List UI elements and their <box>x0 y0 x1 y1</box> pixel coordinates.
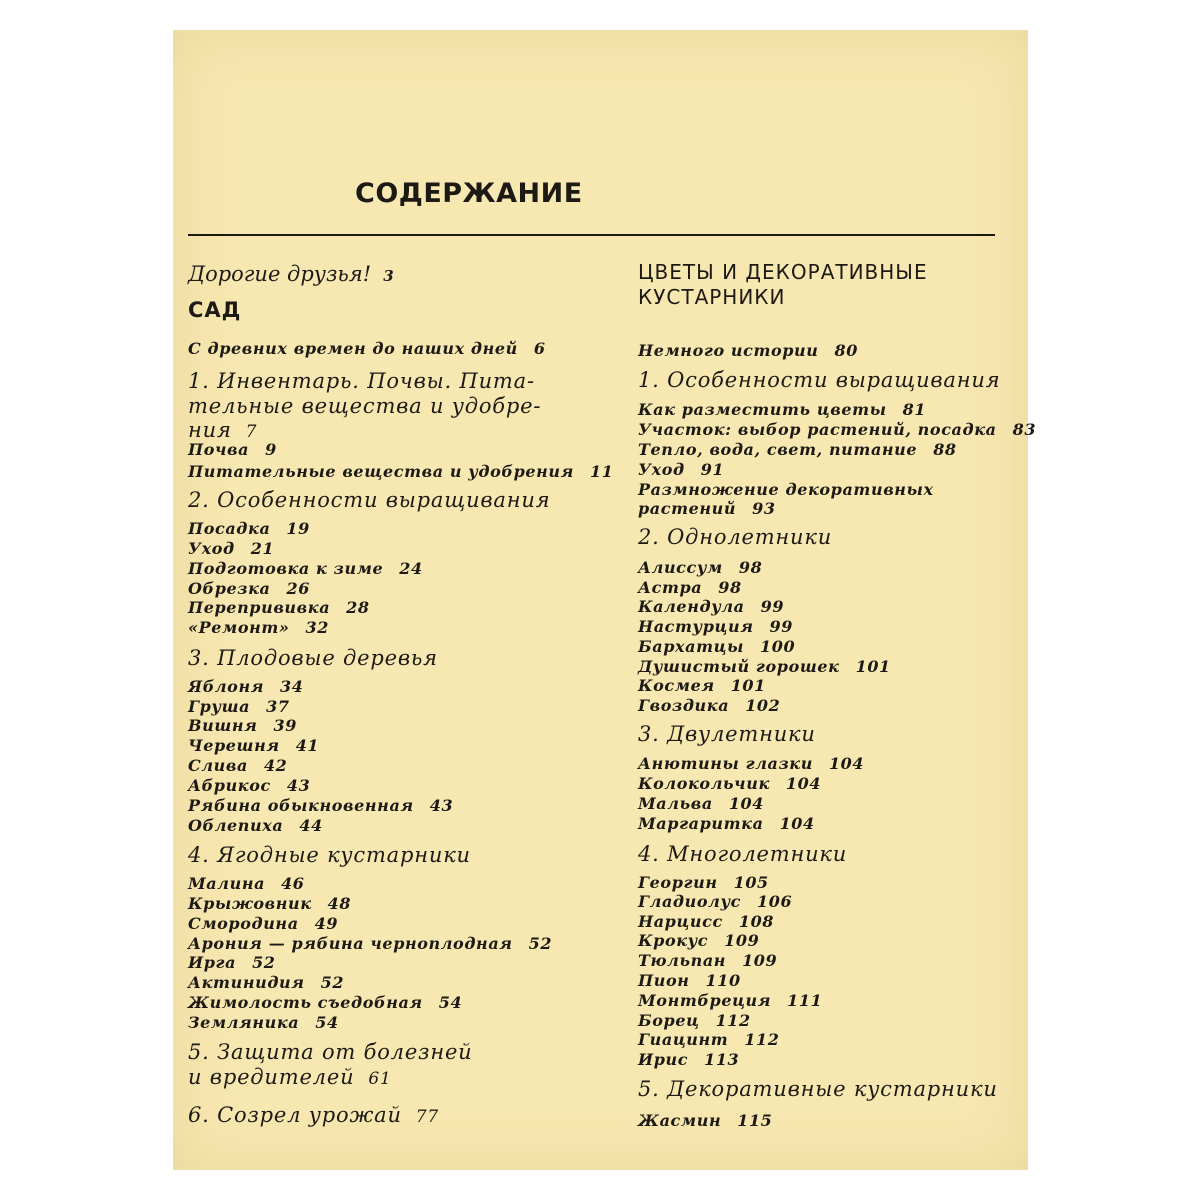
toc-entry-title: 3. Двулетники <box>638 722 816 746</box>
toc-entry <box>638 462 724 478</box>
toc-page-number: 61 <box>368 1069 392 1089</box>
toc-chapter-heading <box>638 370 1000 391</box>
toc-entry-title: Гвоздика <box>638 696 730 715</box>
toc-entry-title: Тюльпан <box>638 951 727 970</box>
toc-entry <box>638 599 784 615</box>
toc-page-number: 83 <box>1012 420 1037 439</box>
toc-chapter-heading <box>638 844 847 865</box>
toc-page-number: 81 <box>902 400 927 419</box>
toc-entry-title: Ирга <box>188 953 237 972</box>
toc-entry-title: Облепиха <box>188 816 284 835</box>
toc-page-number: 24 <box>399 559 423 578</box>
toc-page-number: 113 <box>704 1050 740 1069</box>
toc-entry-title: 4. Ягодные кустарники <box>188 843 471 867</box>
toc-entry <box>638 1032 780 1048</box>
toc-page-number: 54 <box>315 1013 339 1032</box>
toc-entry <box>188 679 304 695</box>
toc-chapter-heading <box>188 1067 392 1088</box>
toc-section-title <box>638 287 785 307</box>
toc-page-number: 105 <box>733 873 769 892</box>
toc-page-number: 88 <box>933 440 957 459</box>
toc-page-number: 19 <box>286 519 310 538</box>
toc-page-number: 98 <box>718 578 742 597</box>
toc-entry <box>638 501 776 517</box>
toc-page-number: 46 <box>281 874 305 893</box>
toc-entry <box>638 1013 751 1029</box>
toc-entry-title: 6. Созрел урожай <box>188 1103 402 1127</box>
toc-entry <box>188 699 290 715</box>
toc-entry-title: 5. Декоративные кустарники <box>638 1077 998 1101</box>
toc-page-number: 115 <box>737 1111 773 1130</box>
toc-entry <box>638 560 762 576</box>
toc-entry <box>638 756 864 772</box>
toc-chapter-heading <box>188 371 535 392</box>
toc-entry-title: 3. Плодовые деревья <box>188 646 438 670</box>
toc-entry-title: Малина <box>188 874 266 893</box>
toc-entry-title: Почва <box>188 440 250 459</box>
toc-page-number: 9 <box>265 440 277 459</box>
toc-entry <box>188 464 613 480</box>
toc-entry <box>638 776 821 792</box>
toc-entry <box>638 698 780 714</box>
toc-entry-title: растений <box>638 499 737 518</box>
toc-page-number: 6 <box>533 339 546 358</box>
toc-entry <box>638 639 795 655</box>
toc-entry <box>188 718 297 734</box>
toc-entry-title: Земляника <box>188 1013 300 1032</box>
toc-entry <box>188 758 287 774</box>
toc-page-number: 37 <box>266 697 290 716</box>
toc-entry-title: ЦВЕТЫ И ДЕКОРАТИВНЫЕ <box>638 260 928 284</box>
toc-entry-title: Уход <box>638 460 685 479</box>
toc-entry-title: Яблоня <box>188 677 265 696</box>
toc-page-number: 28 <box>346 598 370 617</box>
toc-entry-title: тельные вещества и удобре- <box>188 394 542 418</box>
toc-entry-title: Крыжовник <box>188 894 312 913</box>
toc-entry-title: Мальва <box>638 794 713 813</box>
toc-page-number: 111 <box>787 991 823 1010</box>
toc-entry-title: Анютины глазки <box>638 754 813 773</box>
toc-entry-title: 2. Особенности выращивания <box>188 488 551 512</box>
toc-entry-title: Вишня <box>188 716 258 735</box>
toc-entry-title: Колокольчик <box>638 774 770 793</box>
toc-entry-title: Питательные вещества и удобрения <box>188 462 574 481</box>
toc-page-number: 112 <box>715 1011 751 1030</box>
toc-entry <box>188 936 552 952</box>
toc-entry-title: Немного истории <box>638 341 819 360</box>
toc-chapter-heading <box>638 527 832 548</box>
toc-page-number: 52 <box>320 973 345 992</box>
toc-entry-title: Георгин <box>638 873 718 892</box>
toc-entry-title: Смородина <box>188 914 299 933</box>
toc-entry-title: Календула <box>638 597 745 616</box>
toc-entry <box>638 482 934 498</box>
toc-entry <box>638 993 822 1009</box>
toc-entry-title: 4. Многолетники <box>638 842 848 866</box>
toc-entry-title: Актинидия <box>188 973 305 992</box>
toc-entry-title: Бархатцы <box>638 637 744 656</box>
toc-entry-title: Маргаритка <box>638 814 764 833</box>
toc-entry <box>638 953 777 969</box>
toc-page-number: 104 <box>828 754 865 773</box>
toc-page-number: 100 <box>760 637 796 656</box>
toc-chapter-heading <box>188 420 257 441</box>
toc-entry-title: и вредителей <box>188 1065 355 1089</box>
toc-entry <box>188 581 310 597</box>
toc-entry-title: Дорогие друзья! <box>188 262 372 286</box>
toc-entry <box>638 894 792 910</box>
toc-entry-title: Борец <box>638 1011 700 1030</box>
toc-entry <box>638 580 742 596</box>
toc-entry <box>188 876 305 892</box>
toc-chapter-heading <box>188 1042 473 1063</box>
toc-entry-title: Тепло, вода, свет, питание <box>638 440 918 459</box>
toc-entry <box>188 600 370 616</box>
toc-entry-title: Арония — рябина черноплодная <box>188 934 513 953</box>
toc-entry <box>638 1052 739 1068</box>
toc-entry <box>638 659 891 675</box>
toc-chapter-heading <box>188 490 550 511</box>
toc-chapter-heading <box>188 845 471 866</box>
toc-entry-title: Как разместить цветы <box>638 400 887 419</box>
toc-page-number: 43 <box>286 776 311 795</box>
toc-entry <box>638 422 1036 438</box>
toc-entry-title: Груша <box>188 697 251 716</box>
toc-entry <box>188 798 453 814</box>
toc-entry-title: Душистый горошек <box>638 657 840 676</box>
toc-entry-title: Слива <box>188 756 248 775</box>
toc-entry <box>638 678 766 694</box>
toc-entry-title: Космея <box>638 676 715 695</box>
toc-entry <box>188 896 351 912</box>
toc-entry <box>188 955 276 971</box>
toc-section-title <box>638 262 928 282</box>
toc-entry <box>638 914 774 930</box>
toc-entry-title: 5. Защита от болезней <box>188 1040 473 1064</box>
toc-page-number: 54 <box>438 993 463 1012</box>
toc-entry-title: Нарцисс <box>638 912 723 931</box>
toc-chapter-heading <box>638 724 816 745</box>
toc-entry <box>638 933 759 949</box>
toc-entry <box>188 778 310 794</box>
toc-page-number: 48 <box>327 894 352 913</box>
toc-entry <box>638 442 957 458</box>
toc-page-number: 49 <box>314 914 339 933</box>
toc-page-number: 34 <box>280 677 304 696</box>
toc-page-number: 99 <box>760 597 785 616</box>
toc-entry <box>188 442 277 458</box>
toc-page-number: 108 <box>738 912 775 931</box>
toc-page-number: 101 <box>855 657 891 676</box>
toc-entry-title: Ирис <box>638 1050 689 1069</box>
toc-entry <box>638 796 764 812</box>
toc-entry-title: Гиацинт <box>638 1030 729 1049</box>
toc-entry-title: Участок: выбор растений, посадка <box>638 420 997 439</box>
toc-intro <box>188 264 394 285</box>
toc-page-number: 26 <box>286 579 310 598</box>
toc-entry-title: Жимолость съедобная <box>188 993 423 1012</box>
toc-entry <box>188 738 319 754</box>
toc-page-number: 11 <box>589 462 614 481</box>
toc-page-number: 109 <box>724 931 760 950</box>
toc-entry-title: Уход <box>188 539 235 558</box>
toc-entry-title: Жасмин <box>638 1111 722 1130</box>
toc-page-number: 41 <box>295 736 320 755</box>
toc-entry-title: Посадка <box>188 519 271 538</box>
toc-entry <box>638 1113 772 1129</box>
toc-page-number: 101 <box>730 676 766 695</box>
toc-chapter-heading <box>638 1079 998 1100</box>
toc-entry <box>188 916 338 932</box>
toc-entry <box>188 341 546 357</box>
toc-entry-title: Черешня <box>188 736 280 755</box>
toc-page-number: 32 <box>305 618 329 637</box>
toc-entry-title: 1. Особенности выращивания <box>638 368 1001 392</box>
toc-page-number: 104 <box>785 774 822 793</box>
toc-entry <box>188 620 329 636</box>
toc-entry-title: Монтбреция <box>638 991 772 1010</box>
toc-entry <box>188 995 462 1011</box>
toc-entry-title: Размножение декоративных <box>638 480 934 499</box>
toc-entry-title: Астра <box>638 578 703 597</box>
toc-chapter-heading <box>188 648 438 669</box>
page-title: СОДЕРЖАНИЕ <box>355 178 583 209</box>
toc-page-number: 98 <box>738 558 763 577</box>
toc-entry-title: Крокус <box>638 931 709 950</box>
toc-page-number: 112 <box>744 1030 780 1049</box>
toc-page-number: 77 <box>415 1107 440 1127</box>
toc-page-number: 91 <box>700 460 725 479</box>
toc-page-number: 110 <box>705 971 741 990</box>
toc-entry-title: Подготовка к зиме <box>188 559 384 578</box>
toc-entry <box>188 521 310 537</box>
toc-page-number: 104 <box>728 794 765 813</box>
toc-entry-title: Рябина обыкновенная <box>188 796 414 815</box>
toc-entry <box>638 973 741 989</box>
toc-page-number: 52 <box>528 934 553 953</box>
toc-chapter-heading <box>188 1105 439 1126</box>
toc-page-number: 106 <box>756 892 793 911</box>
toc-page-number: 80 <box>834 341 858 360</box>
toc-page-number: 52 <box>252 953 276 972</box>
toc-page-number: 99 <box>769 617 794 636</box>
toc-page-number: 102 <box>745 696 781 715</box>
toc-entry <box>638 402 926 418</box>
toc-entry-title: Алиссум <box>638 558 723 577</box>
toc-entry <box>188 818 323 834</box>
toc-entry-title: 1. Инвентарь. Почвы. Пита- <box>188 369 535 393</box>
toc-chapter-heading <box>188 396 541 417</box>
toc-page-number: 109 <box>742 951 778 970</box>
toc-page-number: 3 <box>383 267 394 285</box>
toc-entry-title: КУСТАРНИКИ <box>638 285 786 309</box>
toc-entry-title: Абрикос <box>188 776 271 795</box>
toc-entry-title: «Ремонт» <box>188 618 290 637</box>
toc-entry-title: Настурция <box>638 617 754 636</box>
toc-entry-title: Обрезка <box>188 579 271 598</box>
toc-entry <box>188 561 423 577</box>
toc-page-number: 7 <box>245 422 258 442</box>
toc-entry <box>188 975 344 991</box>
toc-page-number: 43 <box>429 796 454 815</box>
toc-page-number: 104 <box>779 814 815 833</box>
title-divider <box>188 234 995 236</box>
toc-entry-title: ния <box>188 418 232 442</box>
toc-page-number: 44 <box>299 816 323 835</box>
toc-entry-title: Перепрививка <box>188 598 331 617</box>
toc-entry <box>638 875 769 891</box>
toc-entry-title: С древних времен до наших дней <box>188 339 518 358</box>
toc-page-number: 42 <box>263 756 288 775</box>
toc-entry-title: Пион <box>638 971 690 990</box>
toc-entry <box>638 343 858 359</box>
toc-entry <box>188 1015 339 1031</box>
toc-entry-title: 2. Однолетники <box>638 525 833 549</box>
toc-page-number: 21 <box>250 539 275 558</box>
toc-entry <box>638 816 815 832</box>
toc-entry <box>188 541 274 557</box>
toc-entry-title: Гладиолус <box>638 892 741 911</box>
toc-entry <box>638 619 793 635</box>
toc-section-title <box>188 300 241 321</box>
toc-page-number: 39 <box>273 716 297 735</box>
toc-page-number: 93 <box>752 499 776 518</box>
toc-entry-title: САД <box>188 298 242 322</box>
